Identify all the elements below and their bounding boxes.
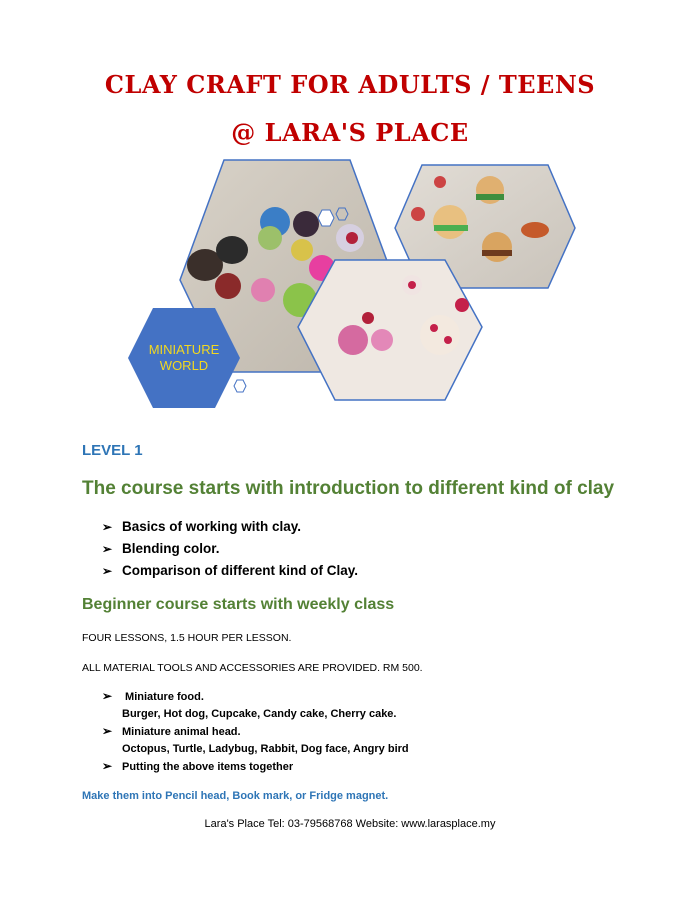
arrow-bullet-icon: ➢ (102, 689, 113, 703)
list-item (102, 688, 409, 723)
item-detail: Burger, Hot dog, Cupcake, Candy cake, Cherry cake. (122, 708, 397, 720)
intro-heading: The course starts with introduction to different kind of clay (82, 478, 615, 499)
list-item (102, 723, 409, 758)
clay-cakes-photo (298, 260, 482, 400)
arrow-bullet-icon: ➢ (102, 542, 113, 556)
list-item (102, 758, 409, 776)
page-title: CLAY CRAFT FOR ADULTS / TEENS (104, 70, 596, 99)
item-title: Miniature food. (122, 691, 204, 703)
intro-points (102, 516, 358, 582)
arrow-bullet-icon: ➢ (102, 564, 113, 578)
footer-contact: Lara's Place Tel: 03-79568768 Website: www.larasplace.my (204, 818, 496, 830)
materials-info: ALL MATERIAL TOOLS AND ACCESSORIES ARE PROVIDED. RM 500. (82, 662, 423, 674)
list-item-text: Blending color. (122, 541, 220, 556)
lessons-info: FOUR LESSONS, 1.5 HOUR PER LESSON. (82, 632, 292, 644)
level-label: LEVEL 1 (82, 442, 143, 459)
list-item (102, 538, 358, 560)
list-item-text: Comparison of different kind of Clay. (122, 563, 359, 578)
item-detail: Octopus, Turtle, Ladybug, Rabbit, Dog face, Angry bird (122, 743, 409, 755)
arrow-bullet-icon: ➢ (102, 759, 113, 773)
item-title: Miniature animal head. (122, 726, 241, 738)
list-item (102, 516, 358, 538)
make-them-note: Make them into Pencil head, Book mark, or Fridge magnet. (82, 790, 389, 802)
item-title: Putting the above items together (122, 761, 294, 773)
page-subtitle: @ LARA'S PLACE (231, 118, 469, 147)
photo-collage (0, 0, 700, 420)
list-item-text: Basics of working with clay. (122, 519, 302, 534)
beginner-items (102, 688, 409, 776)
badge-line1: MINIATURE (148, 342, 220, 357)
beginner-heading: Beginner course starts with weekly class (82, 596, 395, 613)
badge-label (128, 308, 240, 408)
list-item (102, 560, 358, 582)
badge-line2: WORLD (159, 358, 209, 373)
arrow-bullet-icon: ➢ (102, 724, 113, 738)
arrow-bullet-icon: ➢ (102, 520, 113, 534)
